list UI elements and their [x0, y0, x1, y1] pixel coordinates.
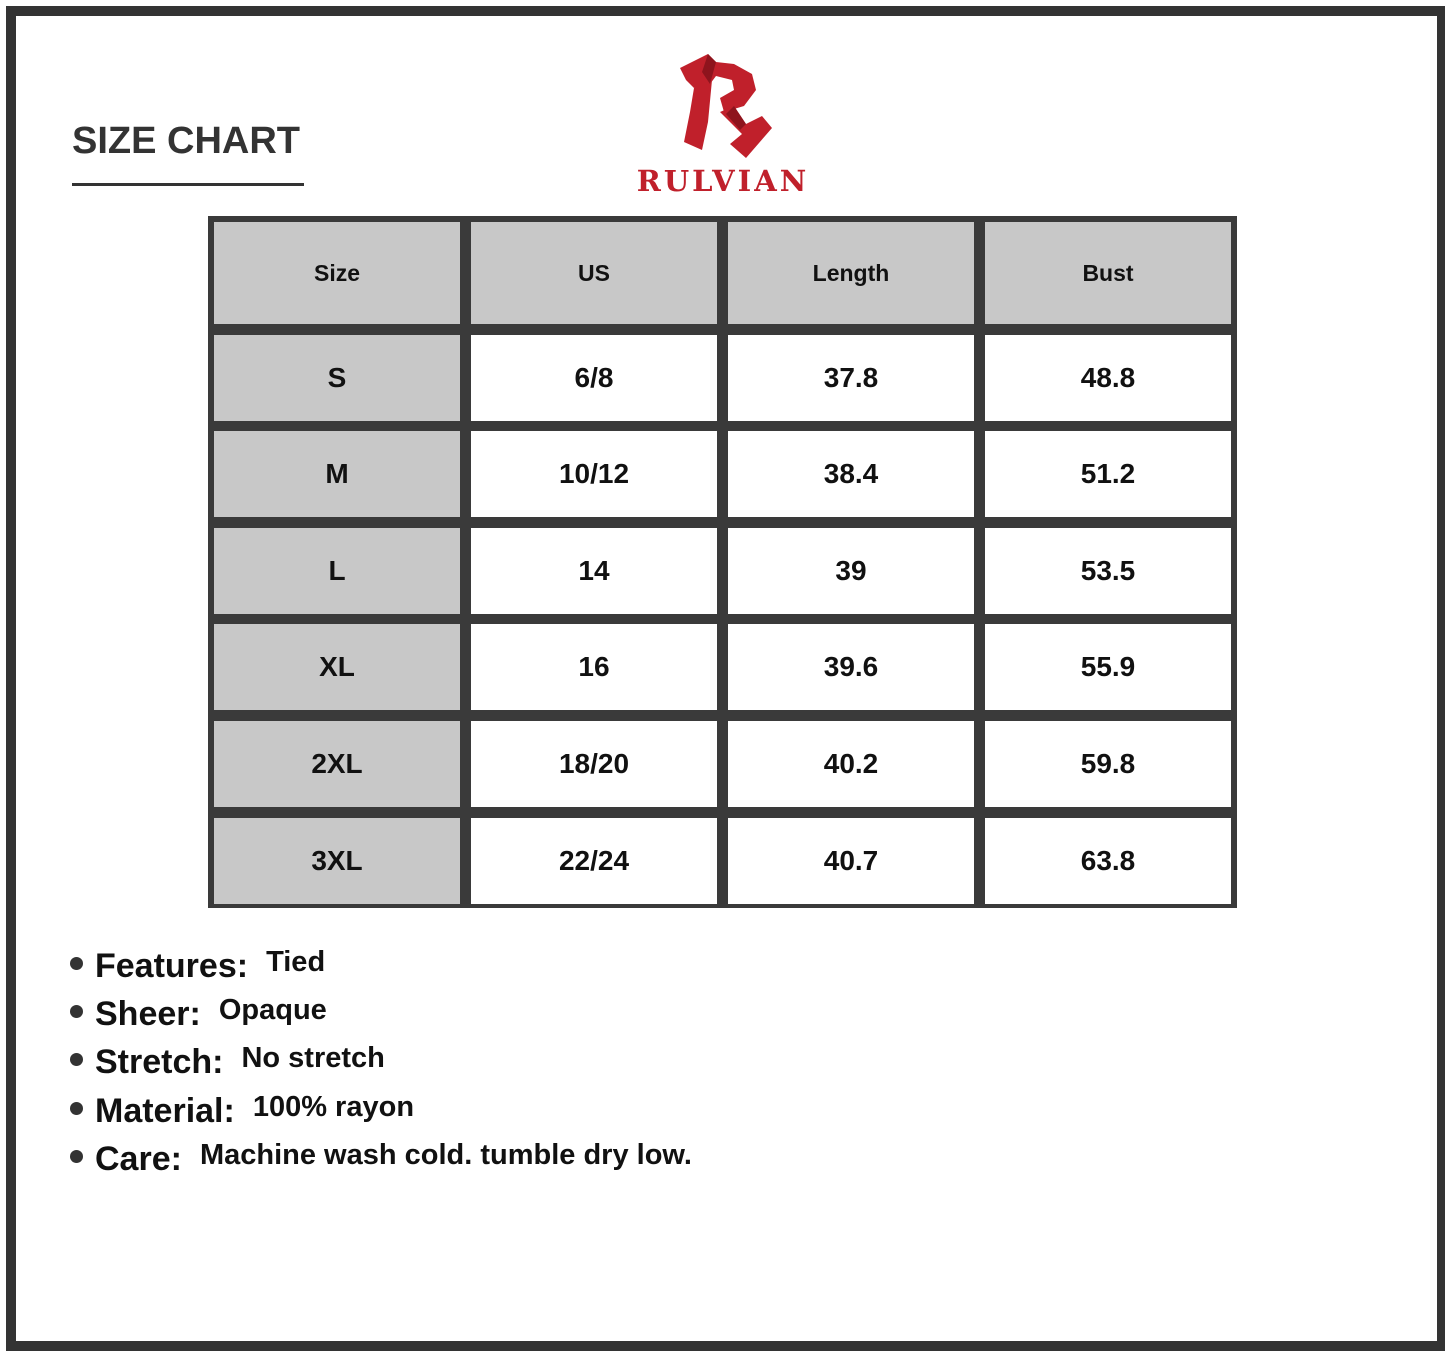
spec-value: Tied — [266, 945, 326, 978]
header-bust: Bust — [985, 222, 1231, 324]
table-cell-size: M — [214, 431, 460, 517]
table-cell-length: 38.4 — [728, 431, 974, 517]
spec-label: Sheer: — [95, 995, 201, 1034]
table-cell-length: 40.2 — [728, 721, 974, 807]
table-cell-bust: 55.9 — [985, 624, 1231, 710]
spec-value: 100% rayon — [252, 1090, 415, 1123]
spec-label: Stretch: — [95, 1043, 224, 1082]
table-cell-us: 6/8 — [471, 335, 717, 421]
table-cell-size: 2XL — [214, 721, 460, 807]
table-cell-bust: 63.8 — [985, 818, 1231, 904]
spec-value: Opaque — [218, 994, 327, 1027]
spec-item — [70, 1039, 692, 1087]
header-size: Size — [214, 222, 460, 324]
title-underline — [72, 183, 304, 186]
table-cell-length: 39 — [728, 528, 974, 614]
page-title: SIZE CHART — [72, 120, 300, 162]
table-cell-length: 37.8 — [728, 335, 974, 421]
table-cell-us: 22/24 — [471, 818, 717, 904]
header-length: Length — [728, 222, 974, 324]
table-cell-size: L — [214, 528, 460, 614]
table-cell-us: 10/12 — [471, 431, 717, 517]
spec-item — [70, 1136, 692, 1184]
table-cell-size: 3XL — [214, 818, 460, 904]
spec-label: Features: — [95, 946, 249, 985]
table-cell-length: 40.7 — [728, 818, 974, 904]
bullet-icon — [70, 957, 83, 970]
table-cell-bust: 51.2 — [985, 431, 1231, 517]
brand-name: RULVIAN — [636, 164, 810, 198]
spec-label: Care: — [95, 1140, 182, 1179]
table-cell-us: 16 — [471, 624, 717, 710]
spec-value: Machine wash cold. tumble dry low. — [199, 1139, 692, 1172]
bullet-icon — [70, 1150, 83, 1163]
table-cell-size: S — [214, 335, 460, 421]
table-cell-bust: 48.8 — [985, 335, 1231, 421]
spec-item — [70, 942, 692, 990]
bullet-icon — [70, 1102, 83, 1115]
table-cell-bust: 59.8 — [985, 721, 1231, 807]
spec-item — [70, 990, 692, 1038]
table-cell-length: 39.6 — [728, 624, 974, 710]
spec-value: No stretch — [241, 1042, 385, 1075]
table-cell-bust: 53.5 — [985, 528, 1231, 614]
header-us: US — [471, 222, 717, 324]
product-specs — [70, 942, 692, 1184]
brand-r-monogram-icon — [672, 50, 777, 165]
table-cell-us: 14 — [471, 528, 717, 614]
table-cell-size: XL — [214, 624, 460, 710]
bullet-icon — [70, 1053, 83, 1066]
table-cell-us: 18/20 — [471, 721, 717, 807]
spec-label: Material: — [95, 1091, 235, 1130]
size-table — [208, 216, 1237, 908]
spec-item — [70, 1087, 692, 1135]
bullet-icon — [70, 1005, 83, 1018]
